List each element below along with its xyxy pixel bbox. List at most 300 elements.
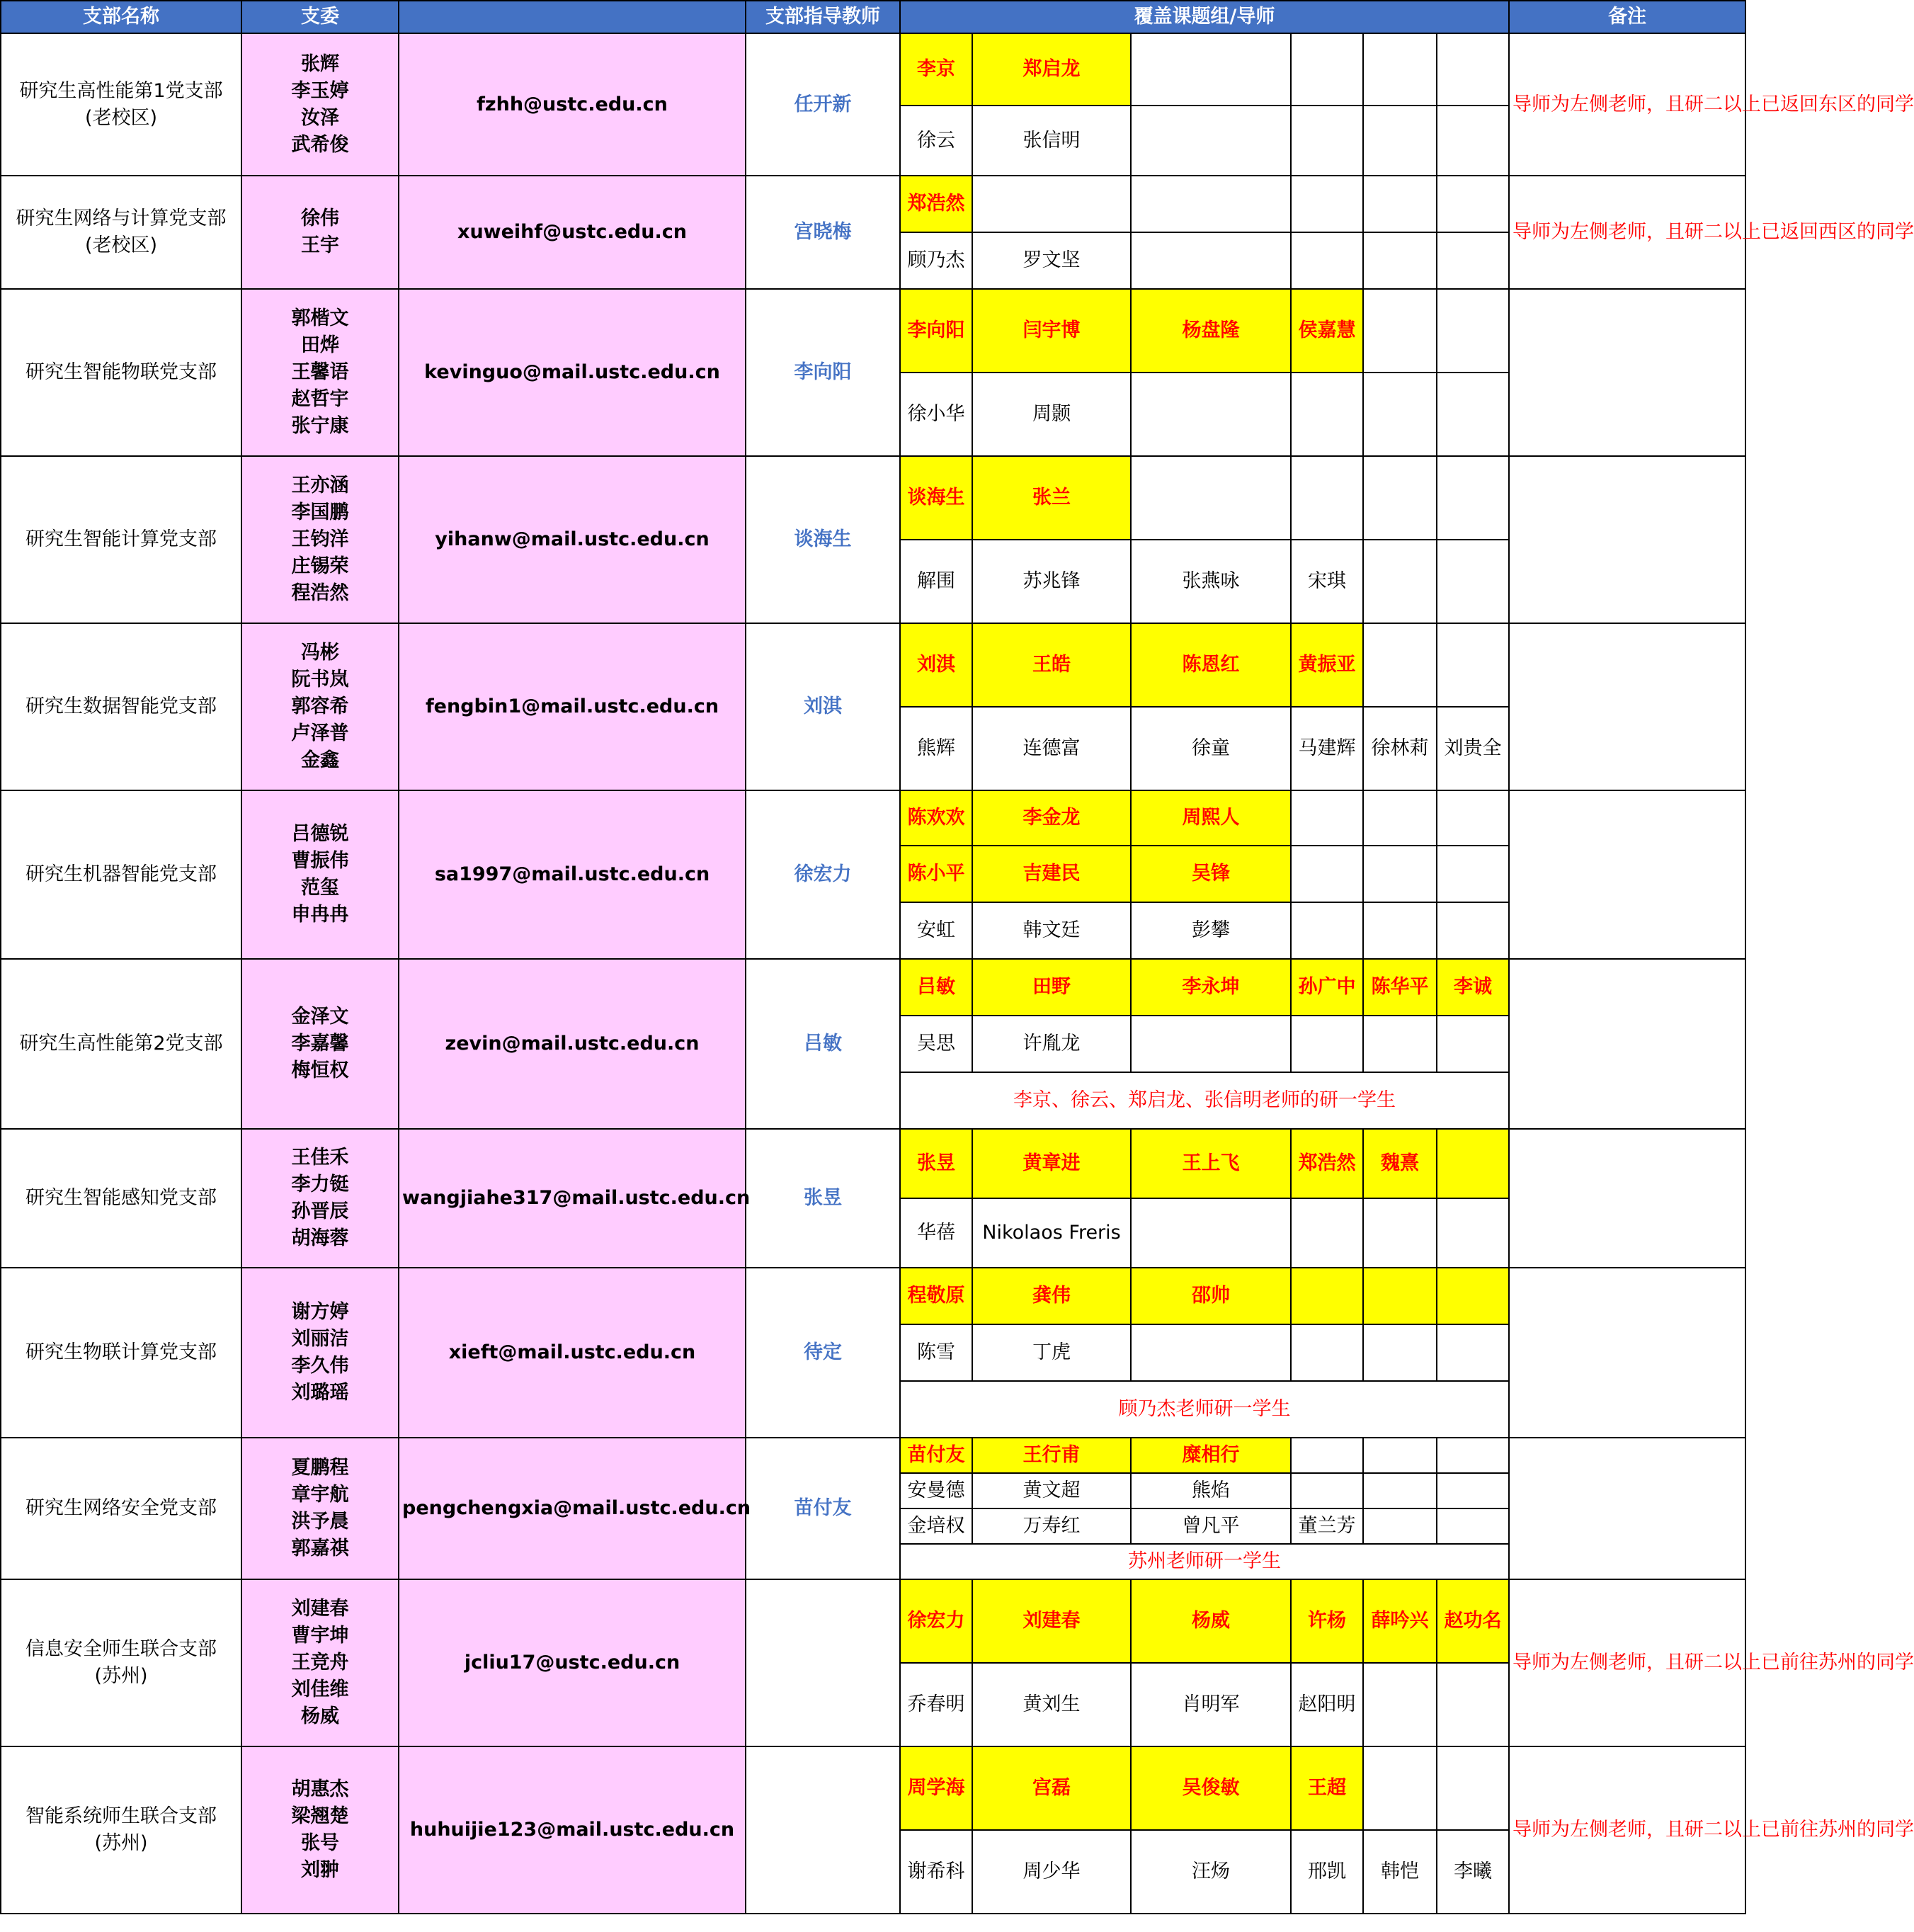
group-member-cell[interactable] <box>1291 456 1363 540</box>
group-member-cell[interactable] <box>1291 106 1363 176</box>
group-member-cell[interactable]: 谢希科 <box>900 1830 972 1914</box>
group-lead-cell[interactable]: 李金龙 <box>972 790 1131 846</box>
group-member-cell[interactable] <box>1291 176 1363 232</box>
group-note-cell[interactable]: 苏州老师研一学生 <box>900 1544 1509 1579</box>
group-member-cell[interactable] <box>1363 289 1437 373</box>
group-member-cell[interactable] <box>1363 1324 1437 1381</box>
group-member-cell[interactable] <box>1291 33 1363 106</box>
committee-member: 吕德锐 <box>291 823 349 845</box>
committee-member: 王馨语 <box>291 361 349 383</box>
committee-cell[interactable] <box>241 1438 399 1579</box>
branch-name-line: (苏州) <box>94 1665 148 1687</box>
group-member-cell[interactable]: 李曦 <box>1437 1830 1509 1914</box>
group-member-cell[interactable] <box>972 176 1131 232</box>
table-row <box>1 456 1745 540</box>
group-member-cell[interactable] <box>1437 846 1509 902</box>
branch-name-line: 研究生网络安全党支部 <box>25 1497 217 1519</box>
committee-member: 李玉婷 <box>291 79 349 102</box>
group-lead-cell[interactable]: 糜相行 <box>1131 1438 1291 1473</box>
committee-cell[interactable] <box>241 456 399 623</box>
group-member-cell[interactable]: 陈雪 <box>900 1324 972 1381</box>
committee-member: 武希俊 <box>291 133 349 156</box>
group-member-cell[interactable] <box>1437 232 1509 289</box>
group-member-cell[interactable] <box>1363 540 1437 623</box>
group-member-cell[interactable] <box>1437 1746 1509 1830</box>
group-member-cell[interactable] <box>1291 1016 1363 1072</box>
group-member-cell[interactable]: 曾凡平 <box>1131 1508 1291 1544</box>
remark-cell[interactable] <box>1509 289 1745 456</box>
group-lead-cell[interactable]: 黄振亚 <box>1291 623 1363 707</box>
group-member-cell[interactable] <box>1437 33 1509 106</box>
committee-member: 王亦涵 <box>291 475 349 496</box>
advisor-cell[interactable]: 任开新 <box>746 33 900 176</box>
table-row <box>1 1746 1745 1830</box>
remark-cell[interactable] <box>1509 959 1745 1129</box>
group-lead-cell[interactable]: 李京 <box>900 33 972 106</box>
branch-name-line: 研究生高性能第2党支部 <box>19 1033 223 1055</box>
advisor-cell[interactable]: 徐宏力 <box>746 790 900 959</box>
group-lead-cell[interactable]: 黄章进 <box>972 1129 1131 1198</box>
table-row <box>1 33 1745 106</box>
group-member-cell[interactable] <box>1291 1438 1363 1473</box>
email-cell[interactable]: jcliu17@ustc.edu.cn <box>399 1579 746 1746</box>
group-lead-cell[interactable]: 邵帅 <box>1131 1268 1291 1324</box>
remark-cell[interactable] <box>1509 1268 1745 1438</box>
remark-cell[interactable] <box>1509 790 1745 959</box>
group-member-cell[interactable]: 刘贵全 <box>1437 707 1509 790</box>
group-member-cell[interactable] <box>1363 1016 1437 1072</box>
branch-name-cell[interactable] <box>1 1438 241 1579</box>
group-member-cell[interactable]: 彭攀 <box>1131 902 1291 959</box>
group-member-cell[interactable] <box>1363 1663 1437 1746</box>
branch-name-line: (老校区) <box>84 234 158 256</box>
group-member-cell[interactable]: 乔春明 <box>900 1663 972 1746</box>
header-remark[interactable]: 备注 <box>1509 1 1745 33</box>
branch-name-cell[interactable] <box>1 456 241 623</box>
committee-member: 张辉 <box>301 52 339 75</box>
committee-cell[interactable] <box>241 790 399 959</box>
group-member-cell[interactable] <box>1437 1198 1509 1268</box>
group-lead-cell[interactable]: 陈小平 <box>900 846 972 902</box>
email-cell[interactable]: pengchengxia@mail.ustc.edu.cn <box>399 1438 746 1579</box>
committee-member: 卢泽普 <box>291 722 349 744</box>
committee-cell[interactable] <box>241 289 399 456</box>
group-member-cell[interactable] <box>1363 623 1437 707</box>
branch-name-cell[interactable] <box>1 33 241 176</box>
group-member-cell[interactable]: 肖明军 <box>1131 1663 1291 1746</box>
branch-name-line: 研究生网络与计算党支部 <box>16 208 227 229</box>
group-lead-cell[interactable]: 王超 <box>1291 1746 1363 1830</box>
group-member-cell[interactable] <box>1437 790 1509 846</box>
group-member-cell[interactable] <box>1291 373 1363 456</box>
group-member-cell[interactable] <box>1291 846 1363 902</box>
group-member-cell[interactable]: 徐云 <box>900 106 972 176</box>
branch-name-line: 研究生智能计算党支部 <box>25 528 217 550</box>
header-row <box>1 1 1745 33</box>
remark-cell[interactable]: 导师为左侧老师，且研二以上已前往苏州的同学 <box>1509 1746 1745 1914</box>
branch-name-cell[interactable] <box>1 289 241 456</box>
group-lead-cell[interactable]: 李向阳 <box>900 289 972 373</box>
committee-member: 张号 <box>301 1832 339 1854</box>
group-member-cell[interactable] <box>1437 289 1509 373</box>
group-member-cell[interactable]: 安虹 <box>900 902 972 959</box>
group-member-cell[interactable] <box>1131 1324 1291 1381</box>
group-member-cell[interactable]: 马建辉 <box>1291 707 1363 790</box>
committee-member: 汝泽 <box>301 106 339 129</box>
table-row <box>1 1438 1745 1473</box>
committee-member: 曹振伟 <box>291 850 349 872</box>
group-lead-cell[interactable]: 张昱 <box>900 1129 972 1198</box>
group-lead-cell[interactable]: 吕敏 <box>900 959 972 1016</box>
group-lead-cell[interactable]: 龚伟 <box>972 1268 1131 1324</box>
committee-member: 王宇 <box>301 234 339 256</box>
group-member-cell[interactable]: 汪炀 <box>1131 1830 1291 1914</box>
group-lead-cell[interactable]: 薛吟兴 <box>1363 1579 1437 1663</box>
group-member-cell[interactable] <box>1363 1198 1437 1268</box>
committee-member: 李国鹏 <box>291 501 349 523</box>
header-groups[interactable]: 覆盖课题组/导师 <box>900 1 1509 33</box>
branch-name-cell[interactable] <box>1 1579 241 1746</box>
group-member-cell[interactable] <box>1437 176 1509 232</box>
table-row <box>1 1268 1745 1324</box>
group-member-cell[interactable]: 黄文超 <box>972 1473 1131 1508</box>
group-member-cell[interactable] <box>1291 790 1363 846</box>
group-lead-cell[interactable]: 孙广中 <box>1291 959 1363 1016</box>
committee-member: 范玺 <box>301 877 339 899</box>
group-lead-cell[interactable]: 刘淇 <box>900 623 972 707</box>
group-member-cell[interactable] <box>1131 232 1291 289</box>
group-member-cell[interactable]: 周颢 <box>972 373 1131 456</box>
group-member-cell[interactable]: 吴思 <box>900 1016 972 1072</box>
group-lead-cell[interactable]: 周熙人 <box>1131 790 1291 846</box>
group-member-cell[interactable] <box>1363 790 1437 846</box>
committee-member: 梅恒权 <box>291 1059 349 1081</box>
branch-name-line: 研究生智能物联党支部 <box>25 361 217 383</box>
group-member-cell[interactable]: 丁虎 <box>972 1324 1131 1381</box>
table-row <box>1 1129 1745 1198</box>
branch-name-line: 研究生物联计算党支部 <box>25 1341 217 1363</box>
group-member-cell[interactable] <box>1437 1016 1509 1072</box>
committee-member: 金鑫 <box>301 749 339 771</box>
group-member-cell[interactable]: 熊辉 <box>900 707 972 790</box>
group-member-cell[interactable] <box>1363 456 1437 540</box>
group-member-cell[interactable] <box>1437 623 1509 707</box>
group-member-cell[interactable] <box>1131 176 1291 232</box>
group-member-cell[interactable] <box>1363 232 1437 289</box>
branch-name-line: 研究生数据智能党支部 <box>25 695 217 717</box>
group-member-cell[interactable]: 董兰芳 <box>1291 1508 1363 1544</box>
group-member-cell[interactable]: 邢凯 <box>1291 1830 1363 1914</box>
branch-name-cell[interactable] <box>1 623 241 790</box>
committee-member: 章宇航 <box>291 1484 349 1506</box>
group-member-cell[interactable] <box>1291 232 1363 289</box>
group-lead-cell[interactable] <box>1363 1268 1437 1324</box>
email-cell[interactable]: huhuijie123@mail.ustc.edu.cn <box>399 1746 746 1914</box>
group-member-cell[interactable]: 张燕咏 <box>1131 540 1291 623</box>
header-email[interactable] <box>399 1 746 33</box>
group-member-cell[interactable] <box>1131 373 1291 456</box>
email-cell[interactable]: yihanw@mail.ustc.edu.cn <box>399 456 746 623</box>
advisor-cell[interactable]: 李向阳 <box>746 289 900 456</box>
advisor-cell[interactable] <box>746 1579 900 1746</box>
committee-cell[interactable] <box>241 1746 399 1914</box>
committee-cell[interactable] <box>241 1579 399 1746</box>
group-note-cell[interactable]: 顾乃杰老师研一学生 <box>900 1381 1509 1438</box>
group-member-cell[interactable]: 韩恺 <box>1363 1830 1437 1914</box>
committee-member: 金泽文 <box>291 1006 349 1028</box>
remark-cell[interactable]: 导师为左侧老师，且研二以上已返回西区的同学 <box>1509 176 1745 289</box>
remark-cell[interactable]: 导师为左侧老师，且研二以上已返回东区的同学 <box>1509 33 1745 176</box>
advisor-cell[interactable]: 苗付友 <box>746 1438 900 1579</box>
committee-cell[interactable] <box>241 33 399 176</box>
group-member-cell[interactable]: 万寿红 <box>972 1508 1131 1544</box>
group-member-cell[interactable] <box>1363 106 1437 176</box>
group-lead-cell[interactable]: 刘建春 <box>972 1579 1131 1663</box>
group-lead-cell[interactable]: 苗付友 <box>900 1438 972 1473</box>
branch-name-line: (苏州) <box>94 1832 148 1854</box>
group-member-cell[interactable]: 张信明 <box>972 106 1131 176</box>
branch-name-cell[interactable] <box>1 1746 241 1914</box>
group-member-cell[interactable] <box>1131 456 1291 540</box>
committee-member: 王钧洋 <box>291 528 349 550</box>
committee-member: 赵哲宇 <box>291 388 349 410</box>
remark-cell[interactable] <box>1509 1438 1745 1579</box>
group-member-cell[interactable] <box>1363 33 1437 106</box>
committee-member: 郭嘉祺 <box>291 1538 349 1559</box>
group-note-cell[interactable]: 李京、徐云、郑启龙、张信明老师的研一学生 <box>900 1072 1509 1129</box>
group-lead-cell[interactable] <box>1437 1268 1509 1324</box>
group-member-cell[interactable] <box>1437 1473 1509 1508</box>
group-lead-cell[interactable]: 杨盘隆 <box>1131 289 1291 373</box>
header-advisor[interactable]: 支部指导教师 <box>746 1 900 33</box>
advisor-cell[interactable]: 谈海生 <box>746 456 900 623</box>
group-member-cell[interactable]: 徐林莉 <box>1363 707 1437 790</box>
group-lead-cell[interactable]: 许杨 <box>1291 1579 1363 1663</box>
table-row <box>1 1579 1745 1663</box>
email-cell[interactable]: kevinguo@mail.ustc.edu.cn <box>399 289 746 456</box>
table-body <box>1 1 1914 1914</box>
committee-member: 阮书岚 <box>291 669 349 691</box>
group-member-cell[interactable]: 徐童 <box>1131 707 1291 790</box>
group-member-cell[interactable] <box>1437 1324 1509 1381</box>
group-member-cell[interactable]: Nikolaos Freris <box>972 1198 1131 1268</box>
committee-cell[interactable] <box>241 176 399 289</box>
group-member-cell[interactable] <box>1291 1473 1363 1508</box>
group-member-cell[interactable] <box>1437 540 1509 623</box>
group-lead-cell[interactable]: 郑浩然 <box>1291 1129 1363 1198</box>
branch-name-line: 智能系统师生联合支部 <box>25 1805 217 1827</box>
committee-member: 谢方婷 <box>291 1301 349 1323</box>
committee-member: 杨威 <box>301 1705 339 1727</box>
committee-member: 刘佳维 <box>291 1678 349 1700</box>
group-lead-cell[interactable] <box>1291 1268 1363 1324</box>
table-row <box>1 790 1745 846</box>
group-lead-cell[interactable]: 吉建民 <box>972 846 1131 902</box>
group-member-cell[interactable] <box>1131 1198 1291 1268</box>
committee-member: 徐伟 <box>301 208 339 229</box>
table-row <box>1 176 1745 232</box>
branch-name-cell[interactable] <box>1 790 241 959</box>
email-cell[interactable]: fengbin1@mail.ustc.edu.cn <box>399 623 746 790</box>
branch-name-cell[interactable] <box>1 176 241 289</box>
header-committee[interactable]: 支委 <box>241 1 399 33</box>
branch-name-line: 研究生机器智能党支部 <box>25 863 217 885</box>
group-lead-cell[interactable]: 陈欢欢 <box>900 790 972 846</box>
committee-member: 李嘉馨 <box>291 1033 349 1055</box>
group-member-cell[interactable]: 周少华 <box>972 1830 1131 1914</box>
group-member-cell[interactable] <box>1437 456 1509 540</box>
group-lead-cell[interactable]: 陈恩红 <box>1131 623 1291 707</box>
email-cell[interactable]: zevin@mail.ustc.edu.cn <box>399 959 746 1129</box>
group-member-cell[interactable] <box>1131 33 1291 106</box>
group-member-cell[interactable] <box>1363 1473 1437 1508</box>
group-lead-cell[interactable]: 杨威 <box>1131 1579 1291 1663</box>
remark-cell[interactable] <box>1509 1129 1745 1268</box>
committee-cell[interactable] <box>241 623 399 790</box>
email-cell[interactable]: sa1997@mail.ustc.edu.cn <box>399 790 746 959</box>
advisor-cell[interactable] <box>746 1746 900 1914</box>
group-member-cell[interactable]: 徐小华 <box>900 373 972 456</box>
group-lead-cell[interactable]: 郑浩然 <box>900 176 972 232</box>
committee-member: 王佳禾 <box>291 1147 349 1169</box>
group-lead-cell[interactable]: 李永坤 <box>1131 959 1291 1016</box>
group-lead-cell[interactable]: 陈华平 <box>1363 959 1437 1016</box>
group-member-cell[interactable] <box>1437 106 1509 176</box>
group-lead-cell[interactable]: 周学海 <box>900 1746 972 1830</box>
group-member-cell[interactable]: 罗文坚 <box>972 232 1131 289</box>
group-member-cell[interactable]: 顾乃杰 <box>900 232 972 289</box>
group-member-cell[interactable] <box>1437 1438 1509 1473</box>
email-cell[interactable]: fzhh@ustc.edu.cn <box>399 33 746 176</box>
group-member-cell[interactable] <box>1437 902 1509 959</box>
group-lead-cell[interactable]: 徐宏力 <box>900 1579 972 1663</box>
group-lead-cell[interactable]: 程敬原 <box>900 1268 972 1324</box>
committee-member: 郭容希 <box>291 695 349 717</box>
committee-member: 田烨 <box>301 334 339 356</box>
group-member-cell[interactable]: 解围 <box>900 540 972 623</box>
group-member-cell[interactable] <box>1363 1746 1437 1830</box>
table-row <box>1 959 1745 1016</box>
group-member-cell[interactable] <box>1291 902 1363 959</box>
branch-name-line: 研究生智能感知党支部 <box>25 1187 217 1209</box>
committee-cell[interactable] <box>241 1129 399 1268</box>
group-lead-cell[interactable]: 张兰 <box>972 456 1131 540</box>
group-member-cell[interactable] <box>1363 176 1437 232</box>
advisor-cell[interactable]: 吕敏 <box>746 959 900 1129</box>
group-member-cell[interactable] <box>1131 106 1291 176</box>
committee-member: 洪予晨 <box>291 1511 349 1533</box>
group-lead-cell[interactable]: 王行甫 <box>972 1438 1131 1473</box>
group-member-cell[interactable] <box>1437 1508 1509 1544</box>
advisor-cell[interactable]: 宫晓梅 <box>746 176 900 289</box>
branch-name-line: (老校区) <box>84 106 158 129</box>
group-member-cell[interactable] <box>1363 1438 1437 1473</box>
group-member-cell[interactable]: 金培权 <box>900 1508 972 1544</box>
group-lead-cell[interactable]: 赵功名 <box>1437 1579 1509 1663</box>
committee-member: 李久伟 <box>291 1355 349 1377</box>
group-lead-cell[interactable]: 郑启龙 <box>972 33 1131 106</box>
header-branch-name[interactable]: 支部名称 <box>1 1 241 33</box>
branch-name-line: 信息安全师生联合支部 <box>25 1638 217 1660</box>
group-member-cell[interactable] <box>1437 1663 1509 1746</box>
branch-name-cell[interactable] <box>1 959 241 1129</box>
group-member-cell[interactable] <box>1131 1016 1291 1072</box>
group-lead-cell[interactable]: 谈海生 <box>900 456 972 540</box>
remark-cell[interactable]: 导师为左侧老师，且研二以上已前往苏州的同学 <box>1509 1579 1745 1746</box>
group-member-cell[interactable] <box>1363 846 1437 902</box>
email-cell[interactable]: xieft@mail.ustc.edu.cn <box>399 1268 746 1438</box>
committee-member: 胡海蓉 <box>291 1227 349 1249</box>
group-member-cell[interactable] <box>1363 373 1437 456</box>
group-lead-cell[interactable] <box>1437 1129 1509 1198</box>
advisor-cell[interactable]: 待定 <box>746 1268 900 1438</box>
group-lead-cell[interactable]: 王皓 <box>972 623 1131 707</box>
group-member-cell[interactable]: 苏兆锋 <box>972 540 1131 623</box>
group-member-cell[interactable] <box>1437 373 1509 456</box>
group-member-cell[interactable]: 赵阳明 <box>1291 1663 1363 1746</box>
committee-member: 申冉冉 <box>291 904 349 926</box>
table-row <box>1 289 1745 373</box>
committee-member: 刘翀 <box>301 1859 339 1881</box>
email-cell[interactable]: wangjiahe317@mail.ustc.edu.cn <box>399 1129 746 1268</box>
group-lead-cell[interactable]: 闫宇博 <box>972 289 1131 373</box>
table-row <box>1 623 1745 707</box>
group-lead-cell[interactable]: 侯嘉慧 <box>1291 289 1363 373</box>
committee-member: 李力铤 <box>291 1174 349 1195</box>
group-lead-cell[interactable]: 田野 <box>972 959 1131 1016</box>
group-lead-cell[interactable]: 吴俊敏 <box>1131 1746 1291 1830</box>
remark-cell[interactable] <box>1509 456 1745 623</box>
group-member-cell[interactable]: 宋琪 <box>1291 540 1363 623</box>
group-lead-cell[interactable]: 吴锋 <box>1131 846 1291 902</box>
advisor-cell[interactable]: 刘淇 <box>746 623 900 790</box>
group-member-cell[interactable] <box>1363 1508 1437 1544</box>
committee-member: 王竞舟 <box>291 1652 349 1674</box>
committee-member: 刘丽洁 <box>291 1328 349 1350</box>
committee-member: 刘璐瑶 <box>291 1382 349 1404</box>
group-member-cell[interactable]: 华蓓 <box>900 1198 972 1268</box>
group-lead-cell[interactable]: 王上飞 <box>1131 1129 1291 1198</box>
group-member-cell[interactable]: 连德富 <box>972 707 1131 790</box>
branch-name-cell[interactable] <box>1 1129 241 1268</box>
committee-member: 刘建春 <box>291 1598 349 1620</box>
committee-member: 程浩然 <box>291 582 349 604</box>
email-cell[interactable]: xuweihf@ustc.edu.cn <box>399 176 746 289</box>
group-member-cell[interactable]: 黄刘生 <box>972 1663 1131 1746</box>
group-member-cell[interactable] <box>1291 1198 1363 1268</box>
committee-member: 郭楷文 <box>291 307 349 329</box>
committee-cell[interactable] <box>241 1268 399 1438</box>
group-member-cell[interactable] <box>1363 902 1437 959</box>
group-member-cell[interactable]: 熊焰 <box>1131 1473 1291 1508</box>
group-lead-cell[interactable]: 李诚 <box>1437 959 1509 1016</box>
group-lead-cell[interactable]: 魏熹 <box>1363 1129 1437 1198</box>
committee-cell[interactable] <box>241 959 399 1129</box>
advisor-cell[interactable]: 张昱 <box>746 1129 900 1268</box>
group-lead-cell[interactable]: 宫磊 <box>972 1746 1131 1830</box>
group-member-cell[interactable]: 韩文廷 <box>972 902 1131 959</box>
committee-member: 曹宇坤 <box>291 1625 349 1647</box>
group-member-cell[interactable]: 许胤龙 <box>972 1016 1131 1072</box>
committee-member: 张宁康 <box>291 415 349 437</box>
committee-member: 孙晋辰 <box>291 1200 349 1222</box>
committee-member: 庄锡荣 <box>291 555 349 577</box>
group-member-cell[interactable] <box>1291 1324 1363 1381</box>
group-member-cell[interactable]: 安曼德 <box>900 1473 972 1508</box>
branch-name-line: 研究生高性能第1党支部 <box>19 79 223 102</box>
remark-cell[interactable] <box>1509 623 1745 790</box>
branch-name-cell[interactable] <box>1 1268 241 1438</box>
